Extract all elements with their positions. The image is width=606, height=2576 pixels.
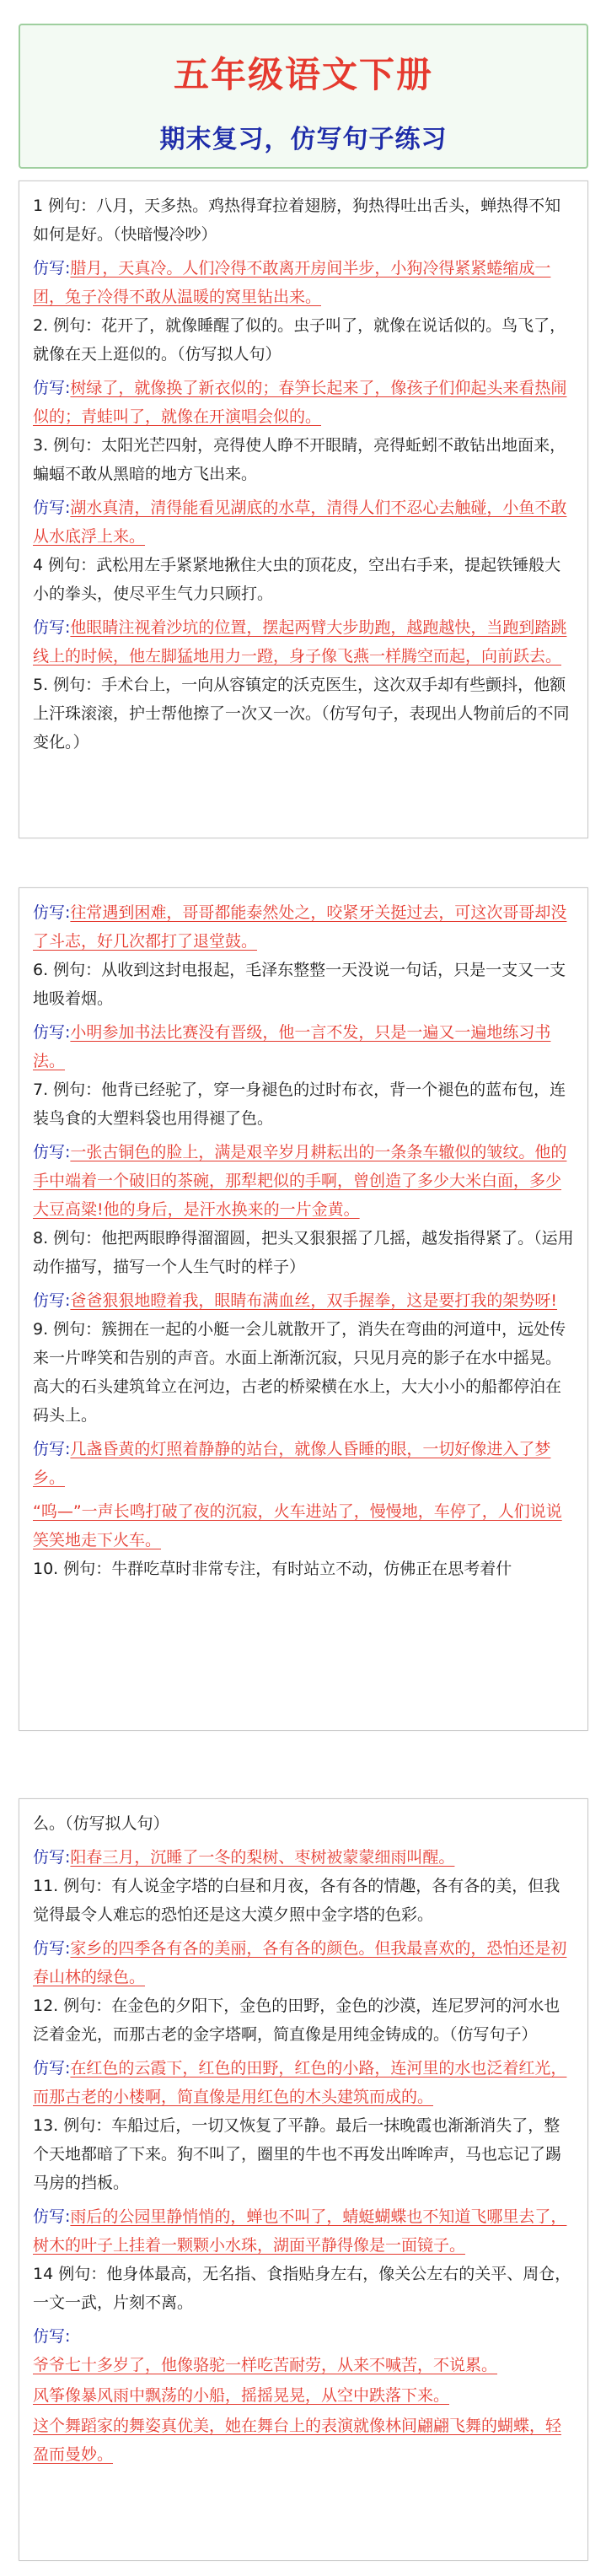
- example-sentence: 13. 例句：车船过后，一切又恢复了平静。最后一抹晚霞也渐渐消失了，整个天地都暗了下来。狗不叫了，圈里的牛也不再发出哞哞声，马也忘记了踢马房的挡板。: [33, 2116, 562, 2192]
- exercise-item-10-cont: [33, 1809, 574, 1872]
- imitation-text: 他眼睛注视着沙坑的位置，摆起两臂大步助跑，越跑越快，当跑到踏跳线上的时候，他左脚猛地用力一蹬，身子像飞燕一样腾空而起，向前跃去。: [33, 618, 567, 666]
- example-sentence: 7. 例句：他背已经驼了，穿一身褪色的过时布衣，背一个褪色的蓝布包，连装鸟食的大塑料袋也用得褪了色。: [33, 1081, 566, 1128]
- imitation-text: 阳春三月，沉睡了一冬的梨树、枣树被蒙蒙细雨叫醒。: [70, 1848, 455, 1867]
- exercise-item-5-answer: [33, 898, 574, 956]
- imitation-text: 几盏昏黄的灯照着静静的站台，就像人昏睡的眼，一切好像进入了梦乡。: [33, 1440, 551, 1487]
- example-sentence: 么。（仿写拟人句）: [33, 1814, 169, 1833]
- exercise-item-1: [33, 191, 574, 311]
- exercise-item-9: [33, 1315, 574, 1555]
- imitation-text-extra: “呜—”一声长鸣打破了夜的沉寂，火车进站了，慢慢地，车停了，人们说说笑笑地走下火车。: [33, 1502, 562, 1549]
- page-title: 五年级语文下册: [173, 54, 433, 95]
- exercise-panel-1: [19, 181, 588, 838]
- exercise-item-14: [33, 2260, 574, 2469]
- imitation-label: 仿写:: [33, 1023, 71, 1042]
- imitation-text: 湖水真清，清得能看见湖底的水草，清得人们不忍心去触碰，小鱼不敢从水底浮上来。: [33, 498, 567, 546]
- imitation-text: 树绿了，就像换了新衣似的；春笋长起来了，像孩子们仰起头来看热闹似的；青蛙叫了，就像在开演唱会似的。: [33, 379, 567, 426]
- example-sentence: 4 例句：武松用左手紧紧地揪住大虫的顶花皮，空出右手来，提起铁锤般大小的拳头，使尽平生气力只顾打。: [33, 556, 561, 603]
- imitation-label: 仿写:: [33, 1440, 71, 1458]
- example-sentence: 10. 例句：牛群吃草时非常专注，有时站立不动，仿佛正在思考着什: [33, 1560, 512, 1578]
- imitation-label: 仿写:: [33, 2207, 71, 2226]
- exercise-item-4: [33, 551, 574, 671]
- exercise-item-13: [33, 2111, 574, 2260]
- header-banner: [19, 24, 588, 169]
- imitation-label: 仿写:: [33, 1143, 71, 1161]
- imitation-label: 仿写:: [33, 1291, 71, 1310]
- exercise-item-11: [33, 1872, 574, 1991]
- example-sentence: 8. 例句：他把两眼睁得溜溜圆，把头又狠狠摇了几摇，越发指得紧了。（运用动作描写，描写一个人生气时的样子）: [33, 1229, 574, 1276]
- imitation-label: 仿写:: [33, 498, 71, 517]
- exercise-item-7: [33, 1075, 574, 1224]
- exercise-panel-3: [19, 1798, 588, 2561]
- exercise-item-10: [33, 1555, 574, 1583]
- example-sentence: 1 例句：八月，天多热。鸡热得耷拉着翅膀，狗热得吐出舌头，蝉热得不知如何是好。（快暗慢冷吵）: [33, 197, 561, 244]
- example-sentence: 2. 例句：花开了，就像睡醒了似的。虫子叫了，就像在说话似的。鸟飞了，就像在天上逛似的。（仿写拟人句）: [33, 316, 566, 364]
- imitation-sentence: [33, 1138, 574, 1224]
- imitation-sentence: [33, 493, 574, 551]
- imitation-sentence: [33, 898, 574, 956]
- imitation-sentence: [33, 1843, 574, 1872]
- imitation-label: 仿写:: [33, 1848, 71, 1867]
- example-sentence: 11. 例句：有人说金字塔的白昼和月夜，各有各的情趣，各有各的美，但我觉得最令人难忘的恐怕还是这大漠夕照中金字塔的色彩。: [33, 1877, 560, 1924]
- imitation-sentence: [33, 2202, 574, 2260]
- exercise-item-2: [33, 311, 574, 431]
- exercise-item-6: [33, 956, 574, 1075]
- imitation-sentence: [33, 254, 574, 311]
- exercise-item-5: [33, 671, 574, 757]
- example-sentence: 9. 例句：簇拥在一起的小艇一会儿就散开了，消失在弯曲的河道中，远处传来一片哗笑和告别的声音。水面上渐渐沉寂，只见月亮的影子在水中摇晃。高大的石头建筑耸立在河边，古老的桥梁横在水上，大大小小的船都停泊在码头上。: [33, 1320, 566, 1425]
- imitation-sentence: [33, 613, 574, 671]
- imitation-text: 往常遇到困难，哥哥都能泰然处之，咬紧牙关挺过去，可这次哥哥却没了斗志，好几次都打了退堂鼓。: [33, 903, 567, 951]
- imitation-text: 在红色的云霞下，红色的田野，红色的小路，连河里的水也泛着红光，而那古老的小楼啊，简直像是用红色的木头建筑而成的。: [33, 2059, 567, 2106]
- exercise-item-12: [33, 1991, 574, 2111]
- exercise-panel-2: [19, 887, 588, 1731]
- imitation-sentence: [33, 1018, 574, 1075]
- imitation-text: 小明参加书法比赛没有晋级，他一言不发，只是一遍又一遍地练习书法。: [33, 1023, 551, 1070]
- imitation-label: 仿写:: [33, 379, 71, 397]
- imitation-text: 风筝像暴风雨中飘荡的小船，摇摇晃晃，从空中跌落下来。: [33, 2386, 450, 2405]
- example-sentence: 6. 例句：从收到这封电报起，毛泽东整整一天没说一句话，只是一支又一支地吸着烟。: [33, 961, 566, 1008]
- imitation-sentence: [33, 1934, 574, 1991]
- imitation-label: 仿写:: [33, 903, 71, 922]
- imitation-sentence: [33, 374, 574, 431]
- imitation-text: 腊月，天真冷。人们冷得不敢离开房间半步，小狗冷得紧紧蜷缩成一团，兔子冷得不敢从温暖的窝里钻出来。: [33, 259, 551, 306]
- imitation-sentence: [33, 2054, 574, 2111]
- imitation-label: 仿写:: [33, 2059, 71, 2078]
- example-sentence: 5. 例句：手术台上，一向从容镇定的沃克医生，这次双手却有些颤抖，他额上汗珠滚滚，护士帮他擦了一次又一次。（仿写句子，表现出人物前后的不同变化。）: [33, 676, 570, 752]
- imitation-sentence: [33, 1286, 574, 1315]
- imitation-label: 仿写:: [33, 259, 71, 278]
- exercise-item-8: [33, 1224, 574, 1315]
- imitation-text: 这个舞蹈家的舞姿真优美，她在舞台上的表演就像林间翩翩飞舞的蝴蝶，轻盈而曼妙。: [33, 2417, 562, 2464]
- page-subtitle: 期末复习，仿写句子练习: [159, 125, 448, 154]
- imitation-text: 雨后的公园里静悄悄的，蝉也不叫了，蜻蜓蝴蝶也不知道飞哪里去了，树木的叶子上挂着一颗颗小水珠，湖面平静得像是一面镜子。: [33, 2207, 567, 2255]
- exercise-item-3: [33, 431, 574, 551]
- example-sentence: 3. 例句：太阳光芒四射，亮得使人睁不开眼睛，亮得蚯蚓不敢钻出地面来，蝙蝠不敢从黑暗的地方飞出来。: [33, 436, 566, 483]
- example-sentence: 14 例句：他身体最高，无名指、食指贴身左右，像关公左右的关平、周仓，一文一武，片刻不离。: [33, 2265, 571, 2312]
- imitation-text: 家乡的四季各有各的美丽，各有各的颜色。但我最喜欢的，恐怕还是初春山林的绿色。: [33, 1939, 567, 1986]
- example-sentence: 12. 例句：在金色的夕阳下，金色的田野，金色的沙漠，连尼罗河的河水也泛着金光，而那古老的金字塔啊，简直像是用纯金铸成的。（仿写句子）: [33, 1997, 560, 2044]
- imitation-text: 爷爷七十多岁了，他像骆驼一样吃苦耐劳，从来不喊苦，不说累。: [33, 2356, 498, 2374]
- imitation-label: 仿写:: [33, 1939, 71, 1958]
- imitation-label: 仿写:: [33, 2327, 71, 2346]
- imitation-text: 爸爸狠狠地瞪着我，眼睛布满血丝，双手握拳，这是要打我的架势呀!: [70, 1291, 558, 1310]
- imitation-label: 仿写:: [33, 618, 71, 637]
- imitation-sentence: [33, 1435, 574, 1492]
- imitation-text: 一张古铜色的脸上，满是艰辛岁月耕耘出的一条条车辙似的皱纹。他的手中端着一个破旧的茶碗，那犁耙似的手啊，曾创造了多少大米白面，多少大豆高粱!他的身后，是汗水换来的一片金黄。: [33, 1143, 567, 1219]
